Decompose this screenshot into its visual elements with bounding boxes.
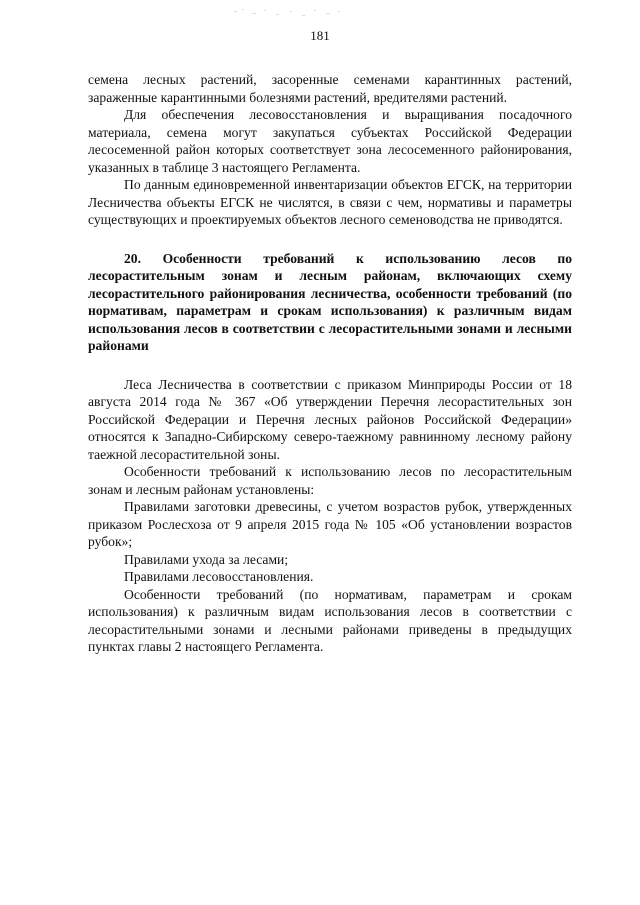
paragraph-seeds-restrictions: семена лесных растений, засоренные семенами карантинных растений, зараженные карантинными болезнями растений, вредителями растений. [88, 72, 572, 105]
scan-noise-icon [230, 6, 350, 20]
paragraph-reforestation-rules: Правилами лесовосстановления. [124, 569, 314, 584]
paragraph-requirements-established: Особенности требований к использованию лесов по лесорастительным зонам и лесным районам установлены: [88, 464, 572, 497]
paragraph-requirements-summary: Особенности требований (по нормативам, параметрам и срокам использования) к различным видам использования лесов в соответствии с лесорастительными зонами и лесными районами приведены в предыдущих пунктах главы 2 настоящего Регламента. [88, 586, 572, 654]
paragraph-egsk-inventory: По данным единовременной инвентаризации объектов ЕГСК, на территории Лесничества объекты ЕГСК не числятся, в связи с чем, нормативы и параметры существующих и проектируемых объектов лесного семеноводства не приводятся. [88, 177, 572, 227]
document-body [88, 71, 572, 656]
paragraph-forest-zones-order: Леса Лесничества в соответствии с приказом Минприроды России от 18 августа 2014 года № 367 «Об утверждении Перечня лесорастительных зон Российской Федерации и Перечня лесных районов Российской Федерации» относятся к Западно-Сибирскому северо-таежному равнинному лесному району таежной лесорастительной зоны. [88, 376, 572, 462]
page-number: 181 [310, 28, 330, 43]
paragraph-seed-purchase: Для обеспечения лесовосстановления и выращивания посадочного материала, семена могут закупаться субъектах Российской Федерации лесосеменной район которых соответствует зона лесосеменного районирования, указанных в таблице 3 настоящего Регламента. [88, 107, 572, 175]
paragraph-timber-harvest-rules: Правилами заготовки древесины, с учетом возрастов рубок, утвержденных приказом Рослесхоза от 9 апреля 2015 года № 105 «Об установлении возрастов рубок»; [88, 499, 572, 549]
paragraph-forest-care-rules: Правилами ухода за лесами; [124, 551, 289, 567]
section-heading-20: 20. Особенности требований к использованию лесов по лесорастительным зонам и лесным районам, включающих схему лесорастительного районирования лесничества, особенности требований (по нормативам, параметрам и срокам использования) к различным видам использования лесов в соответствии с лесорастительными зонами и лесными районами [88, 250, 572, 353]
